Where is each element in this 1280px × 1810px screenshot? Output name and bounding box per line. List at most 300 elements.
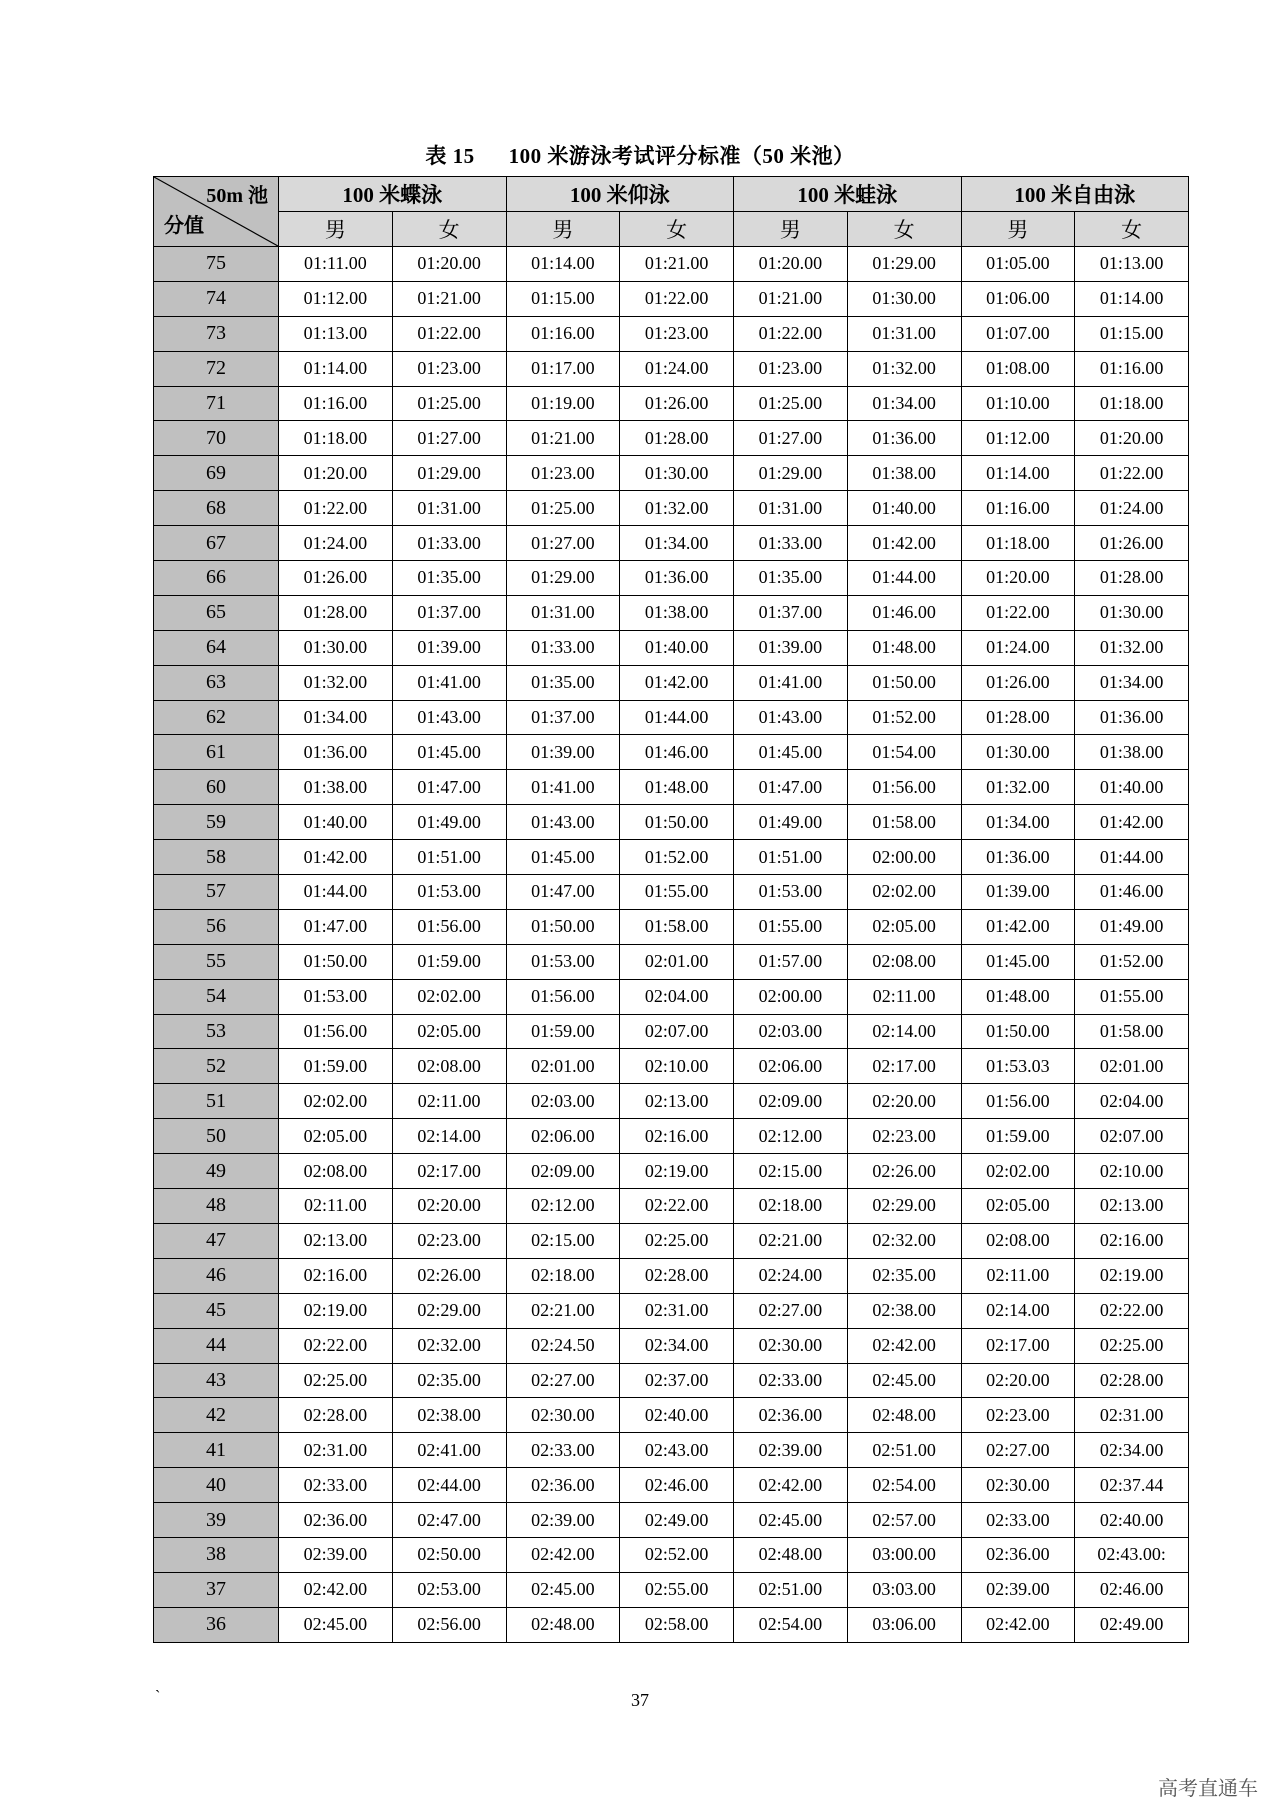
corner-score-label: 分值 [164,215,204,237]
time-cell: 01:26.00 [620,386,734,421]
time-cell: 02:06.00 [734,1049,848,1084]
table-row [154,1258,1189,1293]
score-cell: 49 [154,1154,279,1189]
time-cell: 01:35.00 [734,561,848,596]
time-cell: 01:32.00 [620,491,734,526]
time-cell: 02:25.00 [279,1363,393,1398]
table-row [154,1223,1189,1258]
table-row [154,1014,1189,1049]
time-cell: 02:16.00 [279,1258,393,1293]
time-cell: 02:48.00 [847,1398,961,1433]
time-cell: 01:40.00 [620,630,734,665]
time-cell: 01:46.00 [620,735,734,770]
time-cell: 01:53.00 [506,944,620,979]
time-cell: 01:47.00 [279,909,393,944]
time-cell: 02:08.00 [961,1223,1075,1258]
time-cell: 02:07.00 [1075,1119,1189,1154]
time-cell: 01:38.00 [1075,735,1189,770]
score-cell: 37 [154,1572,279,1607]
time-cell: 02:42.00 [961,1607,1075,1642]
score-cell: 68 [154,491,279,526]
time-cell: 02:19.00 [279,1293,393,1328]
time-cell: 01:24.00 [1075,491,1189,526]
score-cell: 56 [154,909,279,944]
time-cell: 02:38.00 [392,1398,506,1433]
time-cell: 01:21.00 [620,247,734,282]
time-cell: 02:54.00 [847,1468,961,1503]
time-cell: 01:59.00 [506,1014,620,1049]
time-cell: 01:50.00 [847,665,961,700]
time-cell: 02:23.00 [847,1119,961,1154]
time-cell: 01:59.00 [279,1049,393,1084]
time-cell: 02:06.00 [506,1119,620,1154]
table-row [154,700,1189,735]
time-cell: 01:22.00 [961,595,1075,630]
time-cell: 02:08.00 [392,1049,506,1084]
time-cell: 01:30.00 [279,630,393,665]
time-cell: 02:15.00 [506,1223,620,1258]
gender-header: 男 [279,212,393,247]
table-row [154,1433,1189,1468]
time-cell: 02:40.00 [620,1398,734,1433]
time-cell: 02:17.00 [847,1049,961,1084]
time-cell: 02:19.00 [1075,1258,1189,1293]
time-cell: 02:05.00 [279,1119,393,1154]
table-row [154,1398,1189,1433]
page-number: 37 [631,1690,649,1710]
table-row [154,456,1189,491]
time-cell: 01:32.00 [279,665,393,700]
time-cell: 02:44.00 [392,1468,506,1503]
time-cell: 01:06.00 [961,281,1075,316]
header-row-genders [154,212,1189,247]
time-cell: 01:07.00 [961,316,1075,351]
time-cell: 01:49.00 [1075,909,1189,944]
time-cell: 02:38.00 [847,1293,961,1328]
time-cell: 01:26.00 [1075,526,1189,561]
time-cell: 03:03.00 [847,1572,961,1607]
time-cell: 01:36.00 [1075,700,1189,735]
time-cell: 01:29.00 [392,456,506,491]
time-cell: 01:15.00 [506,281,620,316]
time-cell: 01:25.00 [506,491,620,526]
time-cell: 01:41.00 [392,665,506,700]
time-cell: 02:45.00 [847,1363,961,1398]
time-cell: 01:33.00 [506,630,620,665]
time-cell: 01:36.00 [620,561,734,596]
time-cell: 02:02.00 [847,875,961,910]
time-cell: 01:45.00 [734,735,848,770]
time-cell: 02:28.00 [1075,1363,1189,1398]
time-cell: 02:29.00 [392,1293,506,1328]
time-cell: 01:23.00 [506,456,620,491]
table-row [154,1154,1189,1189]
time-cell: 03:00.00 [847,1537,961,1572]
time-cell: 01:48.00 [847,630,961,665]
time-cell: 01:21.00 [506,421,620,456]
time-cell: 01:45.00 [392,735,506,770]
time-cell: 02:33.00 [279,1468,393,1503]
time-cell: 01:56.00 [506,979,620,1014]
time-cell: 02:47.00 [392,1503,506,1538]
score-cell: 73 [154,316,279,351]
time-cell: 01:26.00 [279,561,393,596]
time-cell: 01:47.00 [734,770,848,805]
time-cell: 02:22.00 [620,1189,734,1224]
time-cell: 01:31.00 [847,316,961,351]
time-cell: 02:10.00 [1075,1154,1189,1189]
time-cell: 01:44.00 [1075,840,1189,875]
corner-header-cell [154,177,279,247]
table-row [154,491,1189,526]
time-cell: 01:56.00 [961,1084,1075,1119]
time-cell: 02:11.00 [392,1084,506,1119]
time-cell: 01:14.00 [506,247,620,282]
table-row [154,665,1189,700]
time-cell: 02:42.00 [506,1537,620,1572]
time-cell: 02:25.00 [620,1223,734,1258]
time-cell: 02:56.00 [392,1607,506,1642]
time-cell: 01:47.00 [392,770,506,805]
time-cell: 01:36.00 [961,840,1075,875]
time-cell: 01:16.00 [506,316,620,351]
time-cell: 02:26.00 [847,1154,961,1189]
time-cell: 01:39.00 [734,630,848,665]
time-cell: 02:39.00 [279,1537,393,1572]
time-cell: 02:45.00 [734,1503,848,1538]
time-cell: 01:53.00 [279,979,393,1014]
score-cell: 51 [154,1084,279,1119]
time-cell: 01:46.00 [847,595,961,630]
time-cell: 02:20.00 [847,1084,961,1119]
table-row [154,1084,1189,1119]
time-cell: 01:16.00 [961,491,1075,526]
table-number: 表 15 [425,144,475,168]
time-cell: 01:30.00 [961,735,1075,770]
time-cell: 02:37.44 [1075,1468,1189,1503]
time-cell: 01:20.00 [279,456,393,491]
time-cell: 02:54.00 [734,1607,848,1642]
table-title [0,140,1280,170]
time-cell: 02:22.00 [279,1328,393,1363]
time-cell: 01:18.00 [1075,386,1189,421]
time-cell: 02:42.00 [279,1572,393,1607]
time-cell: 02:33.00 [506,1433,620,1468]
score-cell: 41 [154,1433,279,1468]
time-cell: 01:34.00 [279,700,393,735]
gender-header: 女 [847,212,961,247]
time-cell: 02:31.00 [620,1293,734,1328]
time-cell: 01:30.00 [1075,595,1189,630]
time-cell: 01:12.00 [961,421,1075,456]
time-cell: 02:12.00 [506,1189,620,1224]
table-row [154,421,1189,456]
time-cell: 01:32.00 [847,351,961,386]
time-cell: 02:27.00 [506,1363,620,1398]
table-row [154,840,1189,875]
time-cell: 01:13.00 [279,316,393,351]
time-cell: 01:59.00 [392,944,506,979]
stroke-header: 100 米蛙泳 [734,177,962,212]
time-cell: 02:14.00 [847,1014,961,1049]
time-cell: 02:00.00 [734,979,848,1014]
time-cell: 02:33.00 [734,1363,848,1398]
score-cell: 48 [154,1189,279,1224]
time-cell: 01:56.00 [847,770,961,805]
time-cell: 01:57.00 [734,944,848,979]
time-cell: 01:43.00 [506,805,620,840]
time-cell: 02:17.00 [392,1154,506,1189]
time-cell: 02:02.00 [392,979,506,1014]
stroke-header: 100 米自由泳 [961,177,1189,212]
score-cell: 47 [154,1223,279,1258]
time-cell: 02:46.00 [620,1468,734,1503]
time-cell: 02:42.00 [734,1468,848,1503]
time-cell: 02:21.00 [734,1223,848,1258]
time-cell: 01:43.00 [734,700,848,735]
time-cell: 02:36.00 [734,1398,848,1433]
time-cell: 01:29.00 [506,561,620,596]
time-cell: 02:39.00 [961,1572,1075,1607]
score-cell: 63 [154,665,279,700]
time-cell: 02:37.00 [620,1363,734,1398]
time-cell: 02:49.00 [1075,1607,1189,1642]
time-cell: 02:05.00 [961,1189,1075,1224]
time-cell: 01:28.00 [961,700,1075,735]
time-cell: 01:29.00 [734,456,848,491]
time-cell: 01:51.00 [734,840,848,875]
time-cell: 01:52.00 [1075,944,1189,979]
time-cell: 01:27.00 [734,421,848,456]
corner-pool-label: 50m 池 [206,185,268,207]
time-cell: 01:58.00 [847,805,961,840]
time-cell: 02:11.00 [847,979,961,1014]
time-cell: 01:24.00 [961,630,1075,665]
gender-header: 女 [620,212,734,247]
time-cell: 02:55.00 [620,1572,734,1607]
time-cell: 01:13.00 [1075,247,1189,282]
score-cell: 55 [154,944,279,979]
time-cell: 01:43.00 [392,700,506,735]
table-body [154,247,1189,1643]
time-cell: 02:31.00 [279,1433,393,1468]
score-cell: 39 [154,1503,279,1538]
time-cell: 02:36.00 [279,1503,393,1538]
table-row [154,735,1189,770]
time-cell: 01:34.00 [847,386,961,421]
time-cell: 01:34.00 [620,526,734,561]
time-cell: 01:20.00 [1075,421,1189,456]
time-cell: 03:06.00 [847,1607,961,1642]
time-cell: 01:22.00 [279,491,393,526]
time-cell: 01:49.00 [734,805,848,840]
time-cell: 02:09.00 [506,1154,620,1189]
time-cell: 02:58.00 [620,1607,734,1642]
time-cell: 01:55.00 [734,909,848,944]
time-cell: 02:01.00 [506,1049,620,1084]
time-cell: 02:03.00 [506,1084,620,1119]
time-cell: 02:42.00 [847,1328,961,1363]
time-cell: 01:08.00 [961,351,1075,386]
time-cell: 01:44.00 [279,875,393,910]
time-cell: 02:35.00 [847,1258,961,1293]
time-cell: 01:34.00 [961,805,1075,840]
time-cell: 02:14.00 [392,1119,506,1154]
score-cell: 67 [154,526,279,561]
table-row [154,1119,1189,1154]
time-cell: 02:23.00 [961,1398,1075,1433]
time-cell: 01:25.00 [392,386,506,421]
time-cell: 01:42.00 [1075,805,1189,840]
time-cell: 01:20.00 [734,247,848,282]
time-cell: 01:20.00 [961,561,1075,596]
time-cell: 02:04.00 [1075,1084,1189,1119]
time-cell: 02:04.00 [620,979,734,1014]
time-cell: 01:35.00 [506,665,620,700]
table-row [154,770,1189,805]
time-cell: 02:30.00 [961,1468,1075,1503]
time-cell: 01:53.00 [734,875,848,910]
time-cell: 02:01.00 [620,944,734,979]
score-cell: 44 [154,1328,279,1363]
time-cell: 02:19.00 [620,1154,734,1189]
table-row [154,561,1189,596]
time-cell: 02:24.50 [506,1328,620,1363]
time-cell: 01:34.00 [1075,665,1189,700]
time-cell: 02:17.00 [961,1328,1075,1363]
time-cell: 02:45.00 [279,1607,393,1642]
time-cell: 01:31.00 [392,491,506,526]
time-cell: 02:02.00 [961,1154,1075,1189]
time-cell: 01:56.00 [279,1014,393,1049]
score-cell: 65 [154,595,279,630]
time-cell: 01:41.00 [734,665,848,700]
time-cell: 02:10.00 [620,1049,734,1084]
time-cell: 02:23.00 [392,1223,506,1258]
table-row [154,805,1189,840]
header-row-strokes [154,177,1189,212]
time-cell: 01:45.00 [506,840,620,875]
score-cell: 69 [154,456,279,491]
time-cell: 01:44.00 [847,561,961,596]
stroke-header: 100 米蝶泳 [279,177,507,212]
time-cell: 01:33.00 [392,526,506,561]
time-cell: 02:29.00 [847,1189,961,1224]
time-cell: 01:10.00 [961,386,1075,421]
score-cell: 60 [154,770,279,805]
time-cell: 02:33.00 [961,1503,1075,1538]
score-cell: 59 [154,805,279,840]
table-row [154,630,1189,665]
time-cell: 01:50.00 [620,805,734,840]
table-row [154,1363,1189,1398]
time-cell: 02:48.00 [734,1537,848,1572]
time-cell: 02:27.00 [734,1293,848,1328]
table-row [154,247,1189,282]
score-cell: 52 [154,1049,279,1084]
score-cell: 75 [154,247,279,282]
gender-header: 男 [506,212,620,247]
time-cell: 02:50.00 [392,1537,506,1572]
time-cell: 01:55.00 [1075,979,1189,1014]
time-cell: 01:29.00 [847,247,961,282]
time-cell: 02:34.00 [620,1328,734,1363]
time-cell: 01:38.00 [620,595,734,630]
table-row [154,281,1189,316]
time-cell: 02:15.00 [734,1154,848,1189]
time-cell: 02:43.00 [620,1433,734,1468]
time-cell: 02:08.00 [279,1154,393,1189]
time-cell: 02:20.00 [392,1189,506,1224]
time-cell: 01:56.00 [392,909,506,944]
table-row [154,316,1189,351]
time-cell: 01:25.00 [734,386,848,421]
time-cell: 01:32.00 [1075,630,1189,665]
time-cell: 02:24.00 [734,1258,848,1293]
time-cell: 01:23.00 [734,351,848,386]
gender-header: 女 [392,212,506,247]
time-cell: 02:02.00 [279,1084,393,1119]
table-row [154,1572,1189,1607]
scoring-table [153,176,1189,1643]
score-cell: 61 [154,735,279,770]
time-cell: 01:36.00 [847,421,961,456]
time-cell: 01:28.00 [1075,561,1189,596]
time-cell: 01:31.00 [734,491,848,526]
time-cell: 01:40.00 [279,805,393,840]
time-cell: 02:30.00 [506,1398,620,1433]
time-cell: 01:39.00 [506,735,620,770]
time-cell: 01:48.00 [620,770,734,805]
gender-header: 男 [961,212,1075,247]
time-cell: 01:05.00 [961,247,1075,282]
time-cell: 02:43.00: [1075,1537,1189,1572]
time-cell: 02:46.00 [1075,1572,1189,1607]
time-cell: 01:30.00 [847,281,961,316]
time-cell: 01:27.00 [392,421,506,456]
time-cell: 02:49.00 [620,1503,734,1538]
score-cell: 58 [154,840,279,875]
time-cell: 01:38.00 [847,456,961,491]
time-cell: 02:41.00 [392,1433,506,1468]
time-cell: 01:38.00 [279,770,393,805]
score-cell: 36 [154,1607,279,1642]
time-cell: 01:22.00 [392,316,506,351]
time-cell: 01:17.00 [506,351,620,386]
time-cell: 01:39.00 [392,630,506,665]
time-cell: 01:37.00 [392,595,506,630]
time-cell: 01:21.00 [734,281,848,316]
time-cell: 01:16.00 [1075,351,1189,386]
time-cell: 02:28.00 [620,1258,734,1293]
time-cell: 02:35.00 [392,1363,506,1398]
time-cell: 01:16.00 [279,386,393,421]
time-cell: 01:30.00 [620,456,734,491]
time-cell: 01:46.00 [1075,875,1189,910]
time-cell: 01:53.00 [392,875,506,910]
time-cell: 02:21.00 [506,1293,620,1328]
time-cell: 02:22.00 [1075,1293,1189,1328]
time-cell: 02:00.00 [847,840,961,875]
time-cell: 01:19.00 [506,386,620,421]
time-cell: 01:51.00 [392,840,506,875]
time-cell: 01:52.00 [620,840,734,875]
time-cell: 01:26.00 [961,665,1075,700]
time-cell: 01:42.00 [620,665,734,700]
score-cell: 54 [154,979,279,1014]
table-row [154,1607,1189,1642]
time-cell: 02:36.00 [961,1537,1075,1572]
